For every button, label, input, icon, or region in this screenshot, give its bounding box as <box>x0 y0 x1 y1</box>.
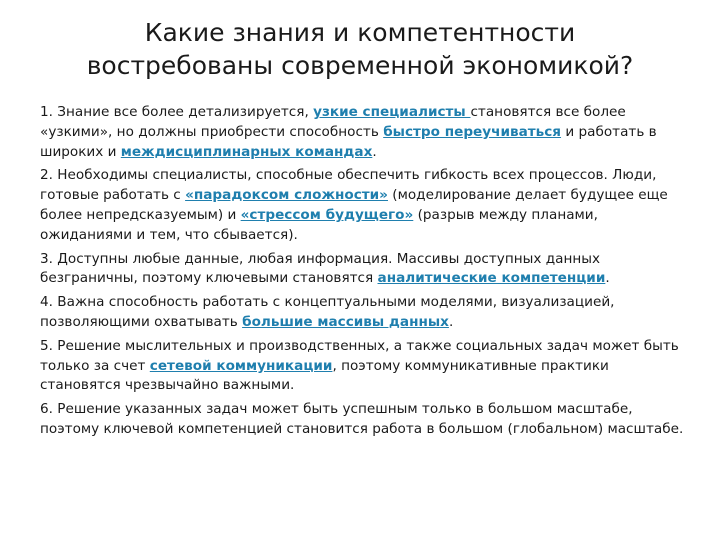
point-5-text-a: 5. Решение мыслительных и производственных, а также социальных задач может быть только за счет <box>40 337 679 374</box>
point-1 <box>40 103 690 162</box>
point-1-text-c: и работать в широких и <box>40 123 657 160</box>
point-4 <box>40 293 690 333</box>
title-line-1: Какие знания и компетентности <box>144 18 576 47</box>
point-1-text-d: . <box>372 143 377 160</box>
title-line-2: востребованы современной экономикой? <box>86 51 634 80</box>
point-2 <box>40 166 690 245</box>
point-2-text-c: (разрыв между планами, ожиданиями и тем, что сбывается). <box>40 206 598 243</box>
point-3-text-b: . <box>605 270 610 287</box>
point-1-text-b: становятся все более «узкими», но должны приобрести способность <box>40 104 626 140</box>
link-complexity-paradox[interactable]: «парадоксом сложности» <box>185 187 388 204</box>
point-5 <box>40 337 690 396</box>
point-4-text-a: 4. Важна способность работать с концептуальными моделями, визуализацией, позволяющими охватывать <box>40 294 615 330</box>
point-3 <box>40 250 690 290</box>
slide-title <box>40 16 680 82</box>
link-retrain-quickly[interactable]: быстро переучиваться <box>383 123 562 140</box>
link-big-data-arrays[interactable]: большие массивы данных <box>242 313 449 330</box>
point-4-text-b: . <box>448 313 454 330</box>
link-network-communication[interactable]: сетевой коммуникации <box>149 357 333 374</box>
link-narrow-specialists[interactable]: узкие специалисты <box>313 104 471 120</box>
link-future-stress[interactable]: «стрессом будущего» <box>240 206 414 223</box>
point-2-text-a: 2. Необходимы специалисты, способные обеспечить гибкость всех процессов. Люди, готовые работать с <box>40 167 657 204</box>
link-interdisciplinary-teams[interactable]: междисциплинарных командах <box>120 143 373 160</box>
slide-body <box>40 103 690 444</box>
point-5-text-b: , поэтому коммуникативные практики становятся чрезвычайно важными. <box>40 357 609 394</box>
point-2-text-b: (моделирование делает будущее еще более непредсказуемым) и <box>40 187 668 223</box>
point-6-text-a: 6. Решение указанных задач может быть успешным только в большом масштабе, поэтому ключевой компетенцией становится работа в большом (глобальном) масштабе. <box>40 401 684 437</box>
point-3-text-a: 3. Доступны любые данные, любая информация. Массивы доступных данных безграничны, поэтому ключевыми становятся <box>40 250 601 287</box>
point-1-text-a: 1. Знание все более детализируется, <box>40 104 314 120</box>
link-analytical-competencies[interactable]: аналитические компетенции <box>377 270 606 287</box>
point-6 <box>40 400 690 440</box>
